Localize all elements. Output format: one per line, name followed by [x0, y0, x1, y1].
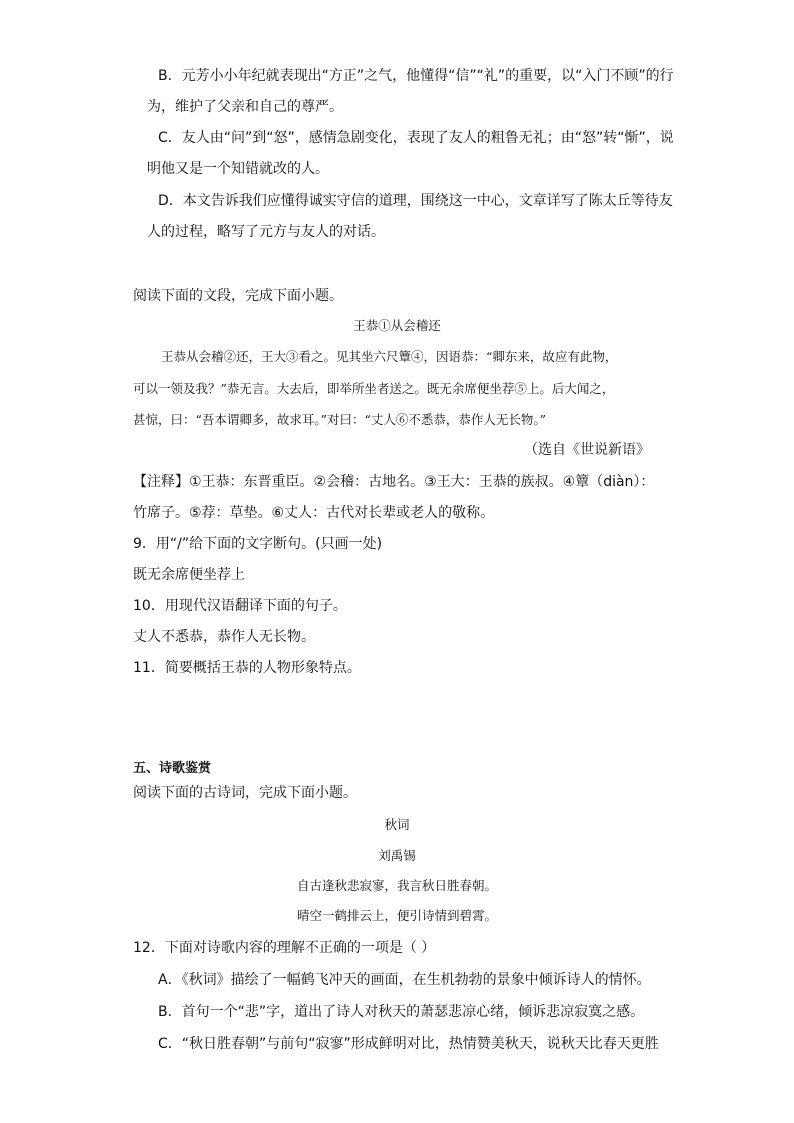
question-10-text: 丈人不悉恭，恭作人无长物。	[133, 629, 315, 645]
section5-heading: 五、诗歌鉴赏	[133, 761, 212, 776]
question-11: 11．简要概括王恭的人物形象特点。	[133, 660, 361, 676]
question-12-option-c: C．“秋日胜春朝”与前句“寂寥”形成鲜明对比，热情赞美秋天，说秋天比春天更胜	[158, 1036, 659, 1052]
section5-instruction: 阅读下面的古诗词，完成下面小题。	[133, 785, 357, 801]
option-b-line-2: 为，维护了父亲和自己的尊严。	[147, 99, 343, 115]
passage-line-3: 甚惊，曰：“吾本谓卿多，故求耳。”对曰：“丈人⑥不悉恭，恭作人无长物。”	[133, 412, 547, 427]
question-12-option-b: B．首句一个“悲”字，道出了诗人对秋天的萧瑟悲凉心绪，倾诉悲凉寂寞之感。	[158, 1004, 645, 1020]
section4-instruction: 阅读下面的文段，完成下面小题。	[133, 288, 343, 304]
question-9: 9．用“/”给下面的文字断句。(只画一处)	[133, 536, 383, 552]
poem-line-2: 晴空一鹤排云上，便引诗情到碧霄。	[296, 908, 497, 923]
passage-line-1: 王恭从会稽②还，王大③看之。见其坐六尺簟④，因语恭：“卿东来，故应有此物，	[161, 349, 618, 364]
notes-line-2: 竹席子。⑤荐：草垫。⑥丈人：古代对长辈或老人的敬称。	[133, 505, 495, 521]
question-10: 10．用现代汉语翻译下面的句子。	[133, 598, 347, 614]
option-d-line-1: D．本文告诉我们应懂得诚实守信的道理，围绕这一中心，文章详写了陈太丘等待友	[158, 193, 673, 209]
option-b-line-1: B．元芳小小年纪就表现出“方正”之气，他懂得“信”“礼”的重要，以“入门不顾”的行	[158, 68, 674, 84]
poem-line-1: 自古逢秋悲寂寥，我言秋日胜春朝。	[296, 878, 497, 893]
option-c-line-2: 明他又是一个知错就改的人。	[147, 161, 329, 177]
question-9-text: 既无余席便坐荐上	[133, 567, 245, 583]
passage-source: （选自《世说新语》	[524, 442, 650, 458]
option-c-line-1: C．友人由“问”到“怒”，感情急剧变化，表现了友人的粗鲁无礼；由“怒”转“惭”，说	[158, 130, 674, 146]
notes-line-1: 【注释】①王恭：东晋重臣。②会稽：古地名。③王大：王恭的族叔。④簟（diàn）：	[133, 474, 655, 490]
question-12-option-a: A．《秋词》描绘了一幅鹤飞冲天的画面，在生机勃勃的景象中倾诉诗人的情怀。	[158, 972, 651, 988]
passage-line-2: 可以一领及我？”恭无言。大去后，即举所坐者送之。既无余席便坐荐⑤上。后大闻之，	[133, 381, 615, 396]
poem-title: 秋词	[384, 817, 410, 832]
option-d-line-2: 人的过程，略写了元方与友人的对话。	[147, 224, 385, 240]
passage-title: 王恭①从会稽还	[353, 318, 441, 333]
poem-author: 刘禹锡	[378, 848, 416, 863]
question-12: 12．下面对诗歌内容的理解不正确的一项是（ ）	[133, 940, 436, 956]
